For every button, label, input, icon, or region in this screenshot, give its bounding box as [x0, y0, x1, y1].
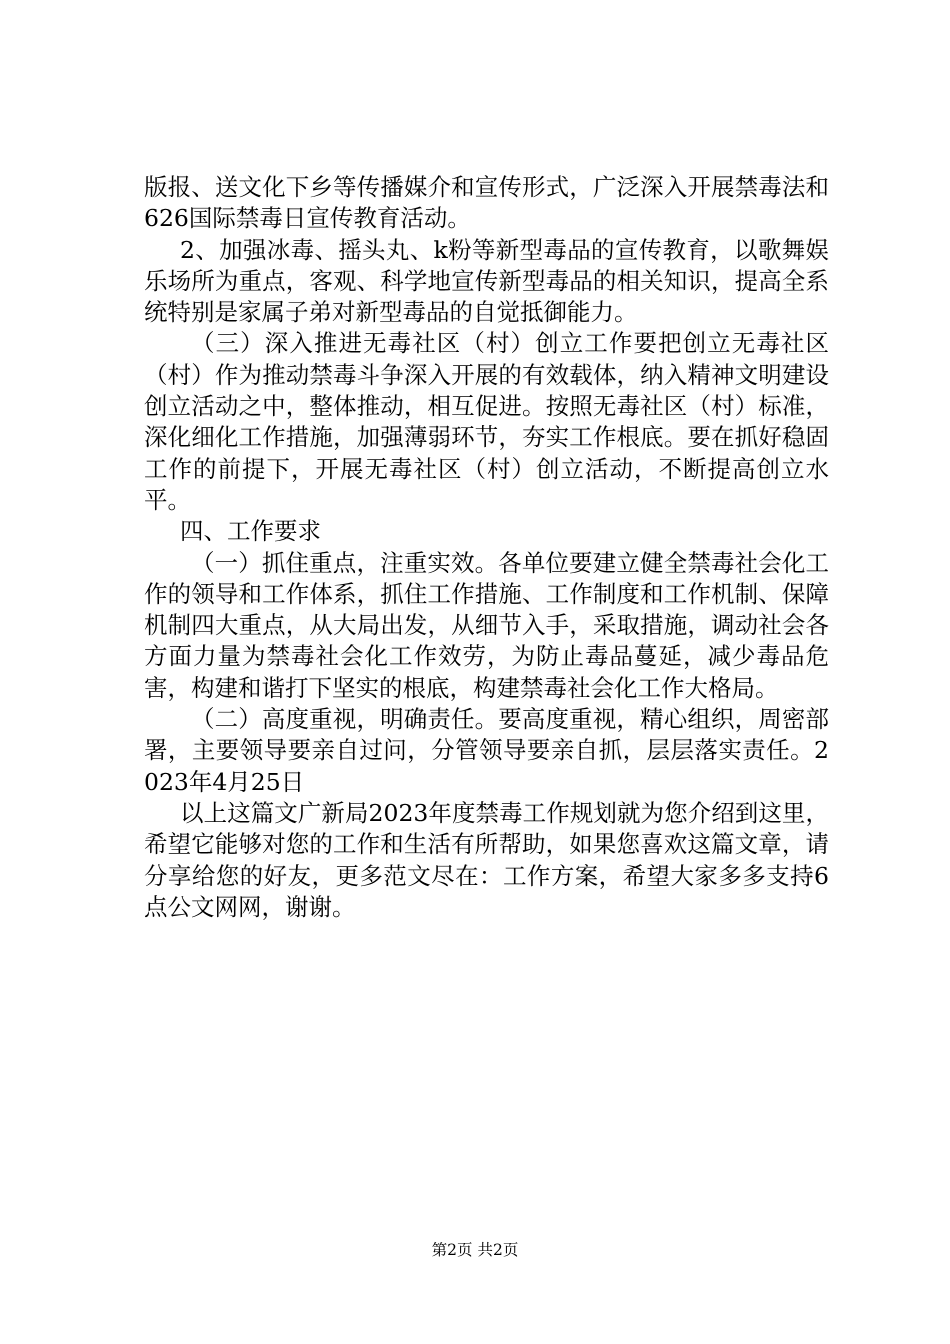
paragraph-requirement-2: （二）高度重视，明确责任。要高度重视，精心组织，周密部署，主要领导要亲自过问，分管领导要亲自抓，层层落实责任。2023年4月25日 — [144, 705, 829, 796]
section-heading-work-requirements: 四、工作要求 — [180, 517, 321, 546]
paragraph-section-3: （三）深入推进无毒社区（村）创立工作要把创立无毒社区（村）作为推动禁毒斗争深入开展的有效载体，纳入精神文明建设创立活动之中，整体推动，相互促进。按照无毒社区（村）标准，深化细化工作措施，加强薄弱环节，夯实工作根底。要在抓好稳固工作的前提下，开展无毒社区（村）创立活动，不断提高创立水平。 — [144, 329, 829, 514]
document-body — [144, 172, 829, 923]
paragraph-closing: 以上这篇文广新局2023年度禁毒工作规划就为您介绍到这里，希望它能够对您的工作和生活有所帮助，如果您喜欢这篇文章，请分享给您的好友，更多范文尽在：工作方案，希望大家多多支持6点公文网网，谢谢。 — [144, 798, 829, 921]
paragraph-requirement-1: （一）抓住重点，注重实效。各单位要建立健全禁毒社会化工作的领导和工作体系，抓住工作措施、工作制度和工作机制、保障机制四大重点，从大局出发，从细节入手，采取措施，调动社会各方面力量为禁毒社会化工作效劳，为防止毒品蔓延，减少毒品危害，构建和谐打下坚实的根底，构建禁毒社会化工作大格局。 — [144, 548, 829, 702]
paragraph-item-2: 2、加强冰毒、摇头丸、k粉等新型毒品的宣传教育，以歌舞娱乐场所为重点，客观、科学地宣传新型毒品的相关知识，提高全系统特别是家属子弟对新型毒品的自觉抵御能力。 — [144, 235, 829, 327]
page-number-footer: 第2页 共2页 — [431, 1241, 519, 1259]
paragraph-continuation: 版报、送文化下乡等传播媒介和宣传形式，广泛深入开展禁毒法和626国际禁毒日宣传教育活动。 — [144, 173, 829, 233]
